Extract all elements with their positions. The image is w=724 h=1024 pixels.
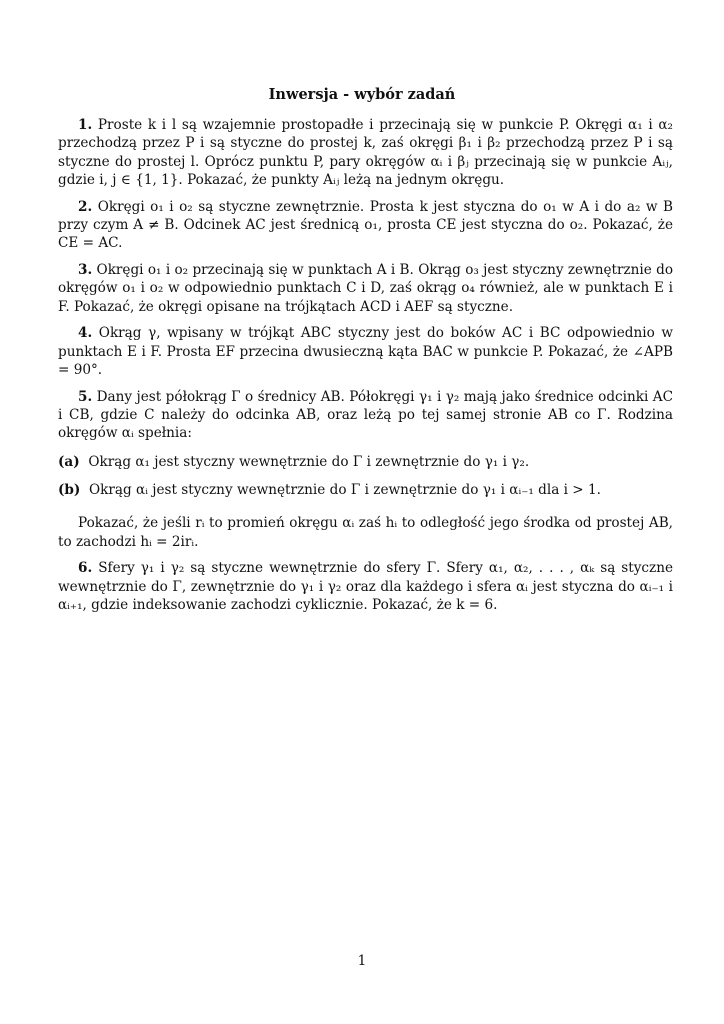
page-number: 1 xyxy=(357,953,367,969)
item-text: Okrąg α₁ jest styczny wewnętrznie do Γ i zewnętrznie do γ₁ i γ₂. xyxy=(88,453,530,470)
item-text: Okrąg αᵢ jest styczny wewnętrznie do Γ i zewnętrznie do γ₁ i αᵢ₋₁ dla i > 1. xyxy=(89,482,601,499)
problem-4 xyxy=(58,324,673,379)
problem-1 xyxy=(58,116,673,189)
problem-text: Okrąg γ, wpisany w trójkąt ABC styczny jest do boków AC i BC odpowiednio w punktach E i F. Prosta EF przecina dwusieczną kąta BAC w punkcie P. Pokazać, że ∠APB = 90°. xyxy=(58,325,674,379)
problem-3 xyxy=(58,261,673,316)
problem-text: Sfery γ₁ i γ₂ są styczne wewnętrznie do sfery Γ. Sfery α₁, α₂, . . . , αₖ są styczne wewnętrznie do Γ, zewnętrznie do γ₁ i γ₂ oraz dla każdego i sfera αᵢ jest styczna do αᵢ₋₁ i αᵢ₊₁, gdzie indeksowanie zachodzi cyklicznie. Pokazać, że k = 6. xyxy=(58,560,674,614)
item-label: (a) xyxy=(58,453,80,470)
problem-text: Proste k i l są wzajemnie prostopadłe i przecinają się w punkcie P. Okręgi α₁ i α₂ przechodzą przez P i są styczne do prostej k, zaś okręgi β₁ i β₂ przechodzą przez P i są styczne do prostej l. Oprócz punktu P, pary okręgów αᵢ i βⱼ przecinają się w punkcie Aᵢⱼ, gdzie i, j ∈ {1, 1}. Pokazać, że punkty Aᵢⱼ leżą na jednym okręgu. xyxy=(58,117,673,188)
problem-2 xyxy=(58,198,673,253)
problem-list xyxy=(58,116,673,623)
page-title: Inwersja - wybór zadań xyxy=(268,86,456,103)
item-label: (b) xyxy=(58,482,81,499)
problem-5-item-b xyxy=(58,481,673,499)
problem-number: 2. xyxy=(78,198,93,215)
problem-text: Okręgi o₁ i o₂ przecinają się w punktach A i B. Okrąg o₃ jest styczny zewnętrznie do okręgów o₁ i o₂ w odpowiednio punktach C i D, zaś okrąg o₄ również, ale w punktach E i F. Pokazać, że okręgi opisane na trójkątach ACD i AEF są styczne. xyxy=(58,262,674,315)
problem-text: Okręgi o₁ i o₂ są styczne zewnętrznie. Prosta k jest styczna do o₁ w A i do a₂ w B przy czym A ≠ B. Odcinek AC jest średnicą o₁, prosta CE jest styczna do o₂. Pokazać, że CE = AC. xyxy=(58,198,673,252)
problem-5-conclusion: Pokazać, że jeśli rᵢ to promień okręgu αᵢ zaś hᵢ to odległość jego środka od prostej AB, to zachodzi hᵢ = 2irᵢ. xyxy=(58,515,673,550)
problem-text: Dany jest półokrąg Γ o średnicy AB. Półokręgi γ₁ i γ₂ mają jako średnice odcinki AC i CB, gdzie C należy do odcinka AB, oraz leżą po tej samej stronie AB co Γ. Rodzina okręgów αᵢ spełnia: xyxy=(58,388,673,442)
problem-number: 3. xyxy=(78,262,93,279)
problem-number: 6. xyxy=(78,560,93,577)
problem-number: 1. xyxy=(78,117,93,133)
problem-5 xyxy=(58,388,673,443)
problem-number: 5. xyxy=(78,388,93,405)
problem-number: 4. xyxy=(78,325,93,342)
problem-6 xyxy=(58,559,673,614)
problem-5-item-a xyxy=(58,453,673,471)
